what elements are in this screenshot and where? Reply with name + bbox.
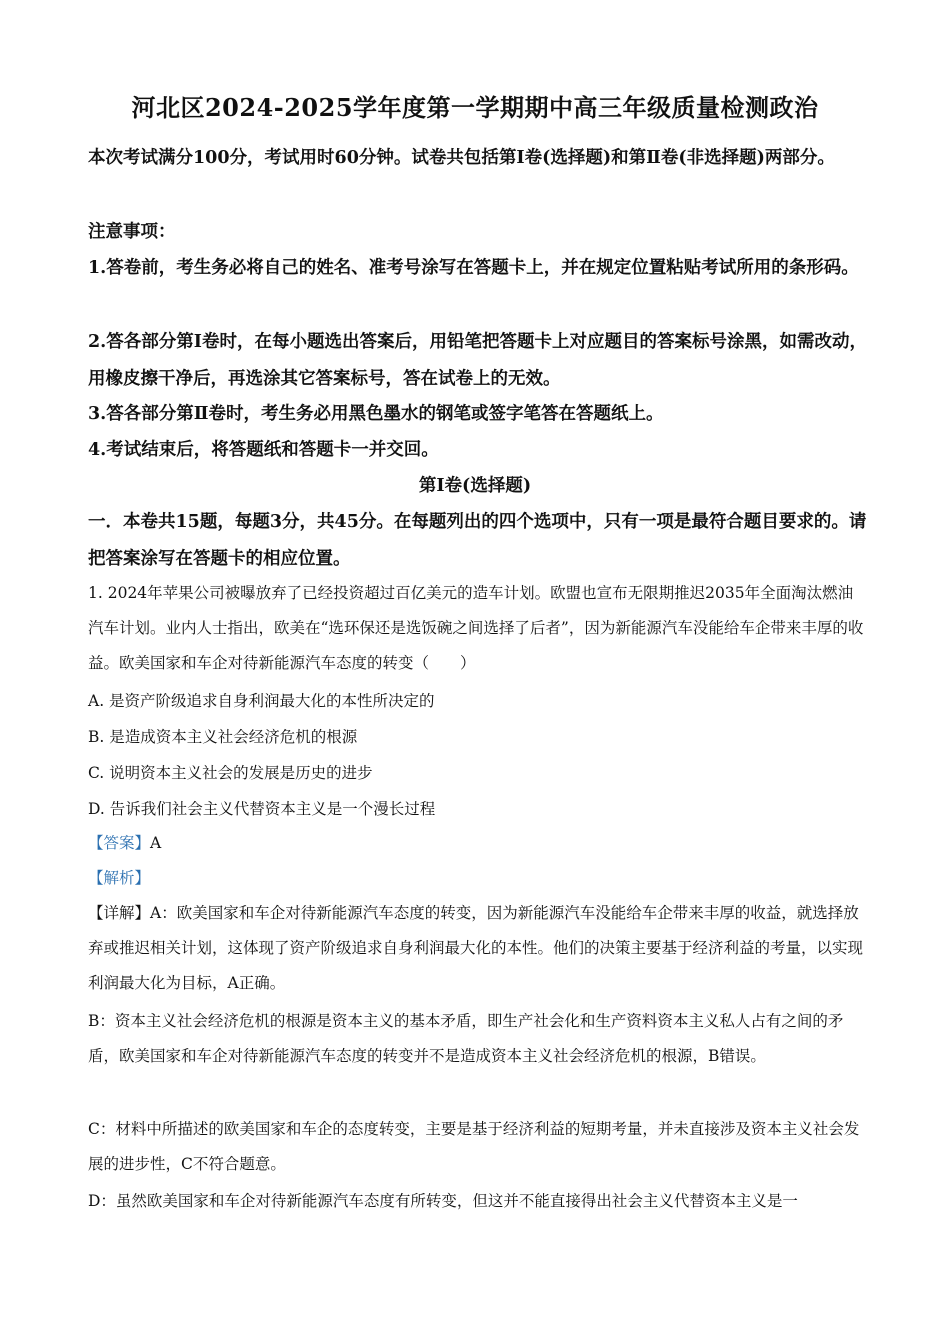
- option-c: C. 说明资本主义社会的发展是历史的进步: [88, 764, 373, 782]
- analysis-label: 【解析】: [88, 869, 151, 887]
- analysis-d: D：虽然欧美国家和车企对待新能源汽车态度有所转变，但这并不能直接得出社会主义代替资本主义是一: [88, 1192, 798, 1210]
- section-instruction: 一．本卷共15题，每题3分，共45分。在每题列出的四个选项中，只有一项是最符合题目要求的。请把答案涂写在答题卡的相应位置。: [88, 512, 867, 569]
- notice-item-2: 2.答各部分第Ⅰ卷时，在每小题选出答案后，用铅笔把答题卡上对应题目的答案标号涂黑，如需改动，用橡皮擦干净后，再选涂其它答案标号，答在试卷上的无效。: [88, 332, 867, 389]
- exam-intro: 本次考试满分100分，考试用时60分钟。试卷共包括第Ⅰ卷(选择题)和第Ⅱ卷(非选择题)两部分。: [88, 148, 835, 168]
- option-d: D. 告诉我们社会主义代替资本主义是一个漫长过程: [88, 800, 436, 818]
- analysis-b: B：资本主义社会经济危机的根源是资本主义的基本矛盾，即生产社会化和生产资料资本主义私人占有之间的矛盾，欧美国家和车企对待新能源汽车态度的转变并不是造成资本主义社会经济危机的根源，B错误。: [88, 1012, 844, 1065]
- option-a: A. 是资产阶级追求自身利润最大化的本性所决定的: [88, 692, 435, 710]
- detail-a: 【详解】A：欧美国家和车企对待新能源汽车态度的转变，因为新能源汽车没能给车企带来丰厚的收益，就选择放弃或推迟相关计划，这体现了资产阶级追求自身利润最大化的本性。他们的决策主要基于经济利益的考量，以实现利润最大化为目标，A正确。: [88, 904, 864, 992]
- answer-line: [88, 826, 868, 861]
- question-stem: 1. 2024年苹果公司被曝放弃了已经投资超过百亿美元的造车计划。欧盟也宣布无限期推迟2035年全面淘汰燃油汽车计划。业内人士指出，欧美在“选环保还是选饭碗之间选择了后者”，因为新能源汽车没能给车企带来丰厚的收益。欧美国家和车企对待新能源汽车态度的转变（ ）: [88, 584, 864, 672]
- answer-value: A: [150, 834, 162, 852]
- answer-label: 【答案】: [88, 834, 151, 852]
- notice-item-3: 3.答各部分第Ⅱ卷时，考生务必用黑色墨水的钢笔或签字笔答在答题纸上。: [88, 404, 664, 424]
- notice-item-1: 1.答卷前，考生务必将自己的姓名、准考号涂写在答题卡上，并在规定位置粘贴考试所用的条形码。: [88, 258, 859, 278]
- notice-heading: 注意事项：: [88, 222, 176, 242]
- section-title: 第Ⅰ卷(选择题): [418, 476, 532, 496]
- notice-item-4: 4.考试结束后，将答题纸和答题卡一并交回。: [88, 440, 439, 460]
- analysis-c: C：材料中所描述的欧美国家和车企的态度转变，主要是基于经济利益的短期考量，并未直接涉及资本主义社会发展的进步性，C不符合题意。: [88, 1120, 860, 1173]
- page-title: 河北区2024-2025学年度第一学期期中高三年级质量检测政治: [131, 93, 819, 122]
- option-b: B. 是造成资本主义社会经济危机的根源: [88, 728, 358, 746]
